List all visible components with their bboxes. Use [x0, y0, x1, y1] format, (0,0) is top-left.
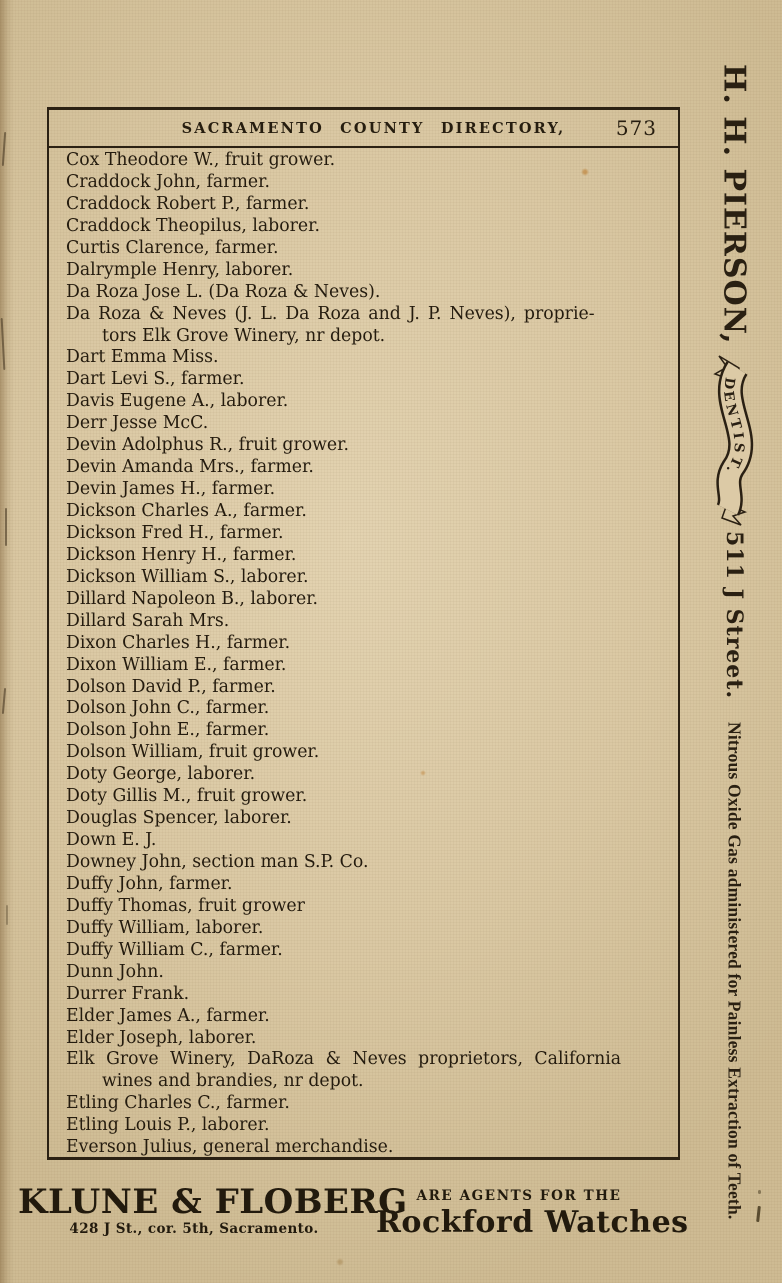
directory-line: Elk Grove Winery, DaRoza & Neves proprietors, California [66, 1049, 622, 1070]
directory-line: Dolson David P., farmer. [66, 676, 276, 697]
advertiser-block [18, 1182, 408, 1237]
directory-line: Duffy William C., farmer. [66, 939, 283, 960]
directory-line: Dunn John. [66, 961, 164, 982]
directory-line: Elder Joseph, laborer. [66, 1027, 257, 1048]
dentist-address: 511 J Street. [721, 530, 747, 699]
advertiser-name: KLUNE & FLOBERG [18, 1182, 408, 1222]
directory-line: Duffy Thomas, fruit grower [66, 895, 305, 916]
advert-footer [0, 1180, 782, 1283]
directory-line: Devin Adolphus R., fruit grower. [66, 435, 349, 456]
directory-line: Craddock John, farmer. [66, 171, 270, 192]
directory-line: Devin Amanda Mrs., farmer. [66, 457, 314, 478]
ink-dot [758, 1190, 761, 1194]
ribbon-label: DENTIST. [719, 375, 748, 479]
directory-list [49, 148, 678, 1159]
directory-line: Derr Jesse McC. [66, 413, 209, 434]
page-header [49, 110, 678, 148]
dentist-ribbon-icon [701, 354, 767, 526]
dentist-name: H. H. PIERSON, [716, 64, 752, 345]
directory-line: Duffy William, laborer. [66, 917, 264, 938]
directory-line: Dolson John C., farmer. [66, 698, 270, 719]
directory-line: Dixon Charles H., farmer. [66, 632, 291, 653]
directory-line: Curtis Clarence, farmer. [66, 237, 279, 258]
directory-line: Dickson Charles A., farmer. [66, 501, 307, 521]
directory-line: Da Roza & Neves (J. L. Da Roza and J. P. Neves), proprie- [66, 303, 595, 324]
directory-line: Dixon William E., farmer. [66, 654, 287, 675]
directory-line: Dalrymple Henry, laborer. [66, 259, 294, 280]
directory-line: Durrer Frank. [66, 983, 190, 1004]
page-title: SACRAMENTO COUNTY DIRECTORY, [181, 119, 566, 137]
agents-line: ARE AGENTS FOR THE [416, 1188, 622, 1204]
directory-line: Duffy John, farmer. [66, 873, 233, 894]
directory-line: wines and brandies, nr depot. [102, 1071, 364, 1092]
directory-line: Dickson William S., laborer. [66, 566, 309, 587]
directory-line: Dillard Sarah Mrs. [66, 610, 230, 631]
directory-line: tors Elk Grove Winery, nr depot. [102, 325, 386, 346]
directory-line: Davis Eugene A., laborer. [66, 391, 289, 412]
directory-line: Dolson John E., farmer. [66, 720, 270, 741]
dentist-advert-sidebar [690, 64, 778, 1264]
directory-line: Doty George, laborer. [66, 764, 256, 785]
directory-line: Douglas Spencer, laborer. [66, 808, 292, 829]
directory-line: Etling Louis P., laborer. [66, 1115, 270, 1136]
directory-line: Dolson William, fruit grower. [66, 742, 320, 763]
directory-line: Cox Theodore W., fruit grower. [66, 150, 336, 170]
directory-line: Da Roza Jose L. (Da Roza & Neves). [66, 281, 381, 302]
page-number: 573 [615, 116, 657, 140]
directory-line: Doty Gillis M., fruit grower. [66, 786, 308, 807]
product-block [376, 1188, 689, 1240]
directory-line: Everson Julius, general merchandise. [66, 1137, 394, 1158]
directory-line: Dart Levi S., farmer. [66, 369, 245, 390]
directory-line: Etling Charles C., farmer. [66, 1093, 290, 1114]
page-binding-edge [0, 0, 14, 1283]
directory-line: Devin James H., farmer. [66, 479, 276, 500]
directory-line: Elder James A., farmer. [66, 1005, 270, 1026]
directory-line: Downey John, section man S.P. Co. [66, 852, 369, 872]
directory-line: Craddock Theopilus, laborer. [66, 215, 320, 236]
dentist-tagline: Nitrous Oxide Gas administered for Painless Extraction of Teeth. [724, 721, 745, 1220]
directory-line: Craddock Robert P., farmer. [66, 193, 310, 214]
directory-line: Dickson Henry H., farmer. [66, 544, 297, 565]
directory-line: Dart Emma Miss. [66, 347, 219, 368]
directory-box [47, 107, 680, 1160]
edge-mark [5, 508, 7, 546]
edge-mark [6, 905, 8, 925]
directory-line: Dillard Napoleon B., laborer. [66, 588, 319, 609]
directory-line: Dickson Fred H., farmer. [66, 522, 284, 543]
advertiser-address: 428 J St., cor. 5th, Sacramento. [69, 1221, 319, 1237]
product-name: Rockford Watches [376, 1205, 689, 1240]
directory-line: Down E. J. [66, 830, 157, 851]
